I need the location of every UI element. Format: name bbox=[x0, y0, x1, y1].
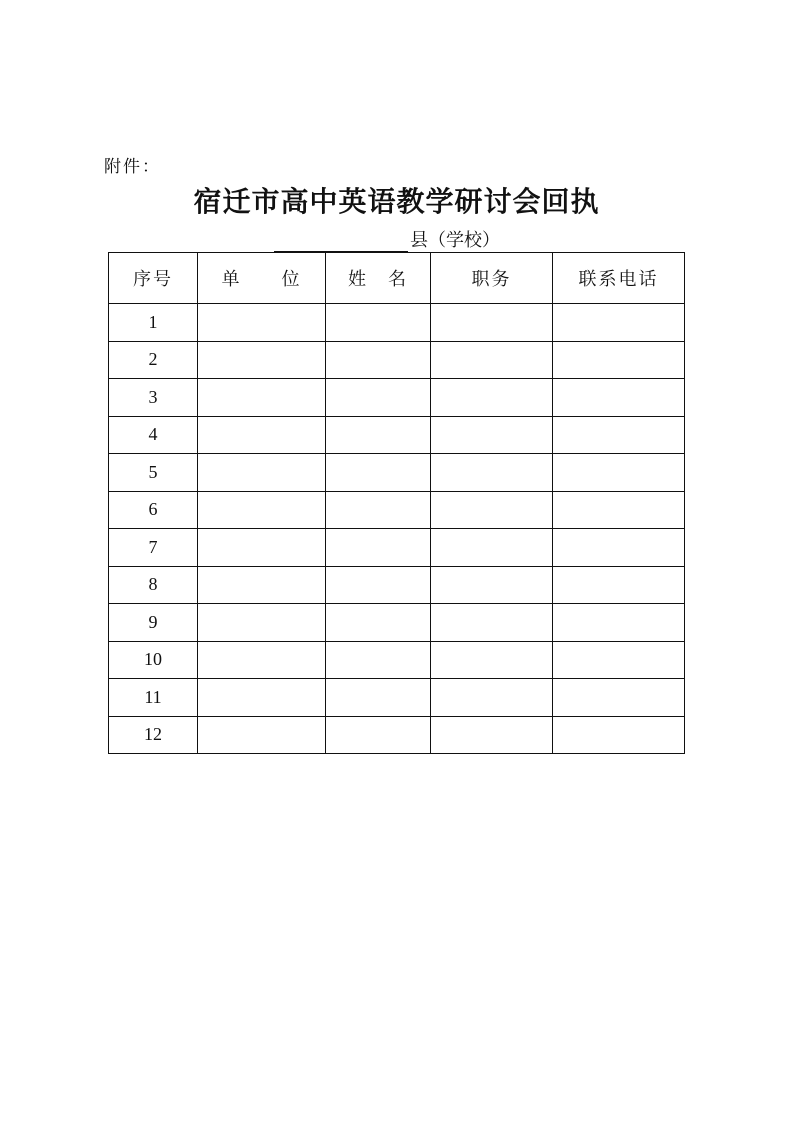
table-body bbox=[109, 304, 685, 754]
name-cell[interactable] bbox=[326, 566, 431, 604]
subtitle-suffix: 县（学校） bbox=[410, 230, 500, 251]
unit-cell[interactable] bbox=[198, 491, 326, 529]
position-cell[interactable] bbox=[431, 491, 553, 529]
name-cell[interactable] bbox=[326, 416, 431, 454]
table-row bbox=[109, 304, 685, 342]
table-row bbox=[109, 679, 685, 717]
name-cell[interactable] bbox=[326, 491, 431, 529]
unit-cell[interactable] bbox=[198, 716, 326, 754]
name-cell[interactable] bbox=[326, 641, 431, 679]
phone-cell[interactable] bbox=[553, 491, 685, 529]
county-blank-line[interactable] bbox=[274, 231, 408, 252]
phone-cell[interactable] bbox=[553, 416, 685, 454]
position-cell[interactable] bbox=[431, 716, 553, 754]
name-cell[interactable] bbox=[326, 379, 431, 417]
phone-cell[interactable] bbox=[553, 304, 685, 342]
name-cell[interactable] bbox=[326, 679, 431, 717]
header-unit: 单 位 bbox=[198, 253, 326, 304]
registration-table bbox=[108, 252, 685, 754]
phone-cell[interactable] bbox=[553, 716, 685, 754]
row-index: 2 bbox=[109, 341, 198, 379]
position-cell[interactable] bbox=[431, 604, 553, 642]
unit-cell[interactable] bbox=[198, 679, 326, 717]
table-row bbox=[109, 341, 685, 379]
phone-cell[interactable] bbox=[553, 641, 685, 679]
unit-cell[interactable] bbox=[198, 416, 326, 454]
row-index: 12 bbox=[109, 716, 198, 754]
unit-cell[interactable] bbox=[198, 341, 326, 379]
table-row bbox=[109, 529, 685, 567]
table-row bbox=[109, 604, 685, 642]
name-cell[interactable] bbox=[326, 454, 431, 492]
row-index: 6 bbox=[109, 491, 198, 529]
row-index: 5 bbox=[109, 454, 198, 492]
header-name: 姓 名 bbox=[326, 253, 431, 304]
row-index: 11 bbox=[109, 679, 198, 717]
row-index: 7 bbox=[109, 529, 198, 567]
table-row bbox=[109, 416, 685, 454]
position-cell[interactable] bbox=[431, 454, 553, 492]
position-cell[interactable] bbox=[431, 679, 553, 717]
table-header-row bbox=[109, 253, 685, 304]
phone-cell[interactable] bbox=[553, 566, 685, 604]
name-cell[interactable] bbox=[326, 604, 431, 642]
phone-cell[interactable] bbox=[553, 454, 685, 492]
table-row bbox=[109, 379, 685, 417]
row-index: 9 bbox=[109, 604, 198, 642]
table-row bbox=[109, 716, 685, 754]
row-index: 8 bbox=[109, 566, 198, 604]
unit-cell[interactable] bbox=[198, 379, 326, 417]
position-cell[interactable] bbox=[431, 304, 553, 342]
name-cell[interactable] bbox=[326, 529, 431, 567]
position-cell[interactable] bbox=[431, 529, 553, 567]
row-index: 3 bbox=[109, 379, 198, 417]
phone-cell[interactable] bbox=[553, 341, 685, 379]
unit-cell[interactable] bbox=[198, 454, 326, 492]
table-row bbox=[109, 491, 685, 529]
table-row bbox=[109, 566, 685, 604]
position-cell[interactable] bbox=[431, 641, 553, 679]
unit-cell[interactable] bbox=[198, 566, 326, 604]
row-index: 4 bbox=[109, 416, 198, 454]
table-row bbox=[109, 454, 685, 492]
position-cell[interactable] bbox=[431, 566, 553, 604]
position-cell[interactable] bbox=[431, 341, 553, 379]
phone-cell[interactable] bbox=[553, 529, 685, 567]
row-index: 10 bbox=[109, 641, 198, 679]
attachment-label: 附件： bbox=[104, 157, 161, 177]
unit-cell[interactable] bbox=[198, 641, 326, 679]
row-index: 1 bbox=[109, 304, 198, 342]
phone-cell[interactable] bbox=[553, 379, 685, 417]
position-cell[interactable] bbox=[431, 416, 553, 454]
header-phone: 联系电话 bbox=[553, 253, 685, 304]
header-index: 序号 bbox=[109, 253, 198, 304]
name-cell[interactable] bbox=[326, 304, 431, 342]
position-cell[interactable] bbox=[431, 379, 553, 417]
header-position: 职务 bbox=[431, 253, 553, 304]
phone-cell[interactable] bbox=[553, 604, 685, 642]
unit-cell[interactable] bbox=[198, 304, 326, 342]
name-cell[interactable] bbox=[326, 341, 431, 379]
name-cell[interactable] bbox=[326, 716, 431, 754]
phone-cell[interactable] bbox=[553, 679, 685, 717]
page-title: 宿迁市高中英语教学研讨会回执 bbox=[193, 185, 600, 218]
table-row bbox=[109, 641, 685, 679]
subtitle bbox=[274, 226, 500, 252]
unit-cell[interactable] bbox=[198, 604, 326, 642]
unit-cell[interactable] bbox=[198, 529, 326, 567]
